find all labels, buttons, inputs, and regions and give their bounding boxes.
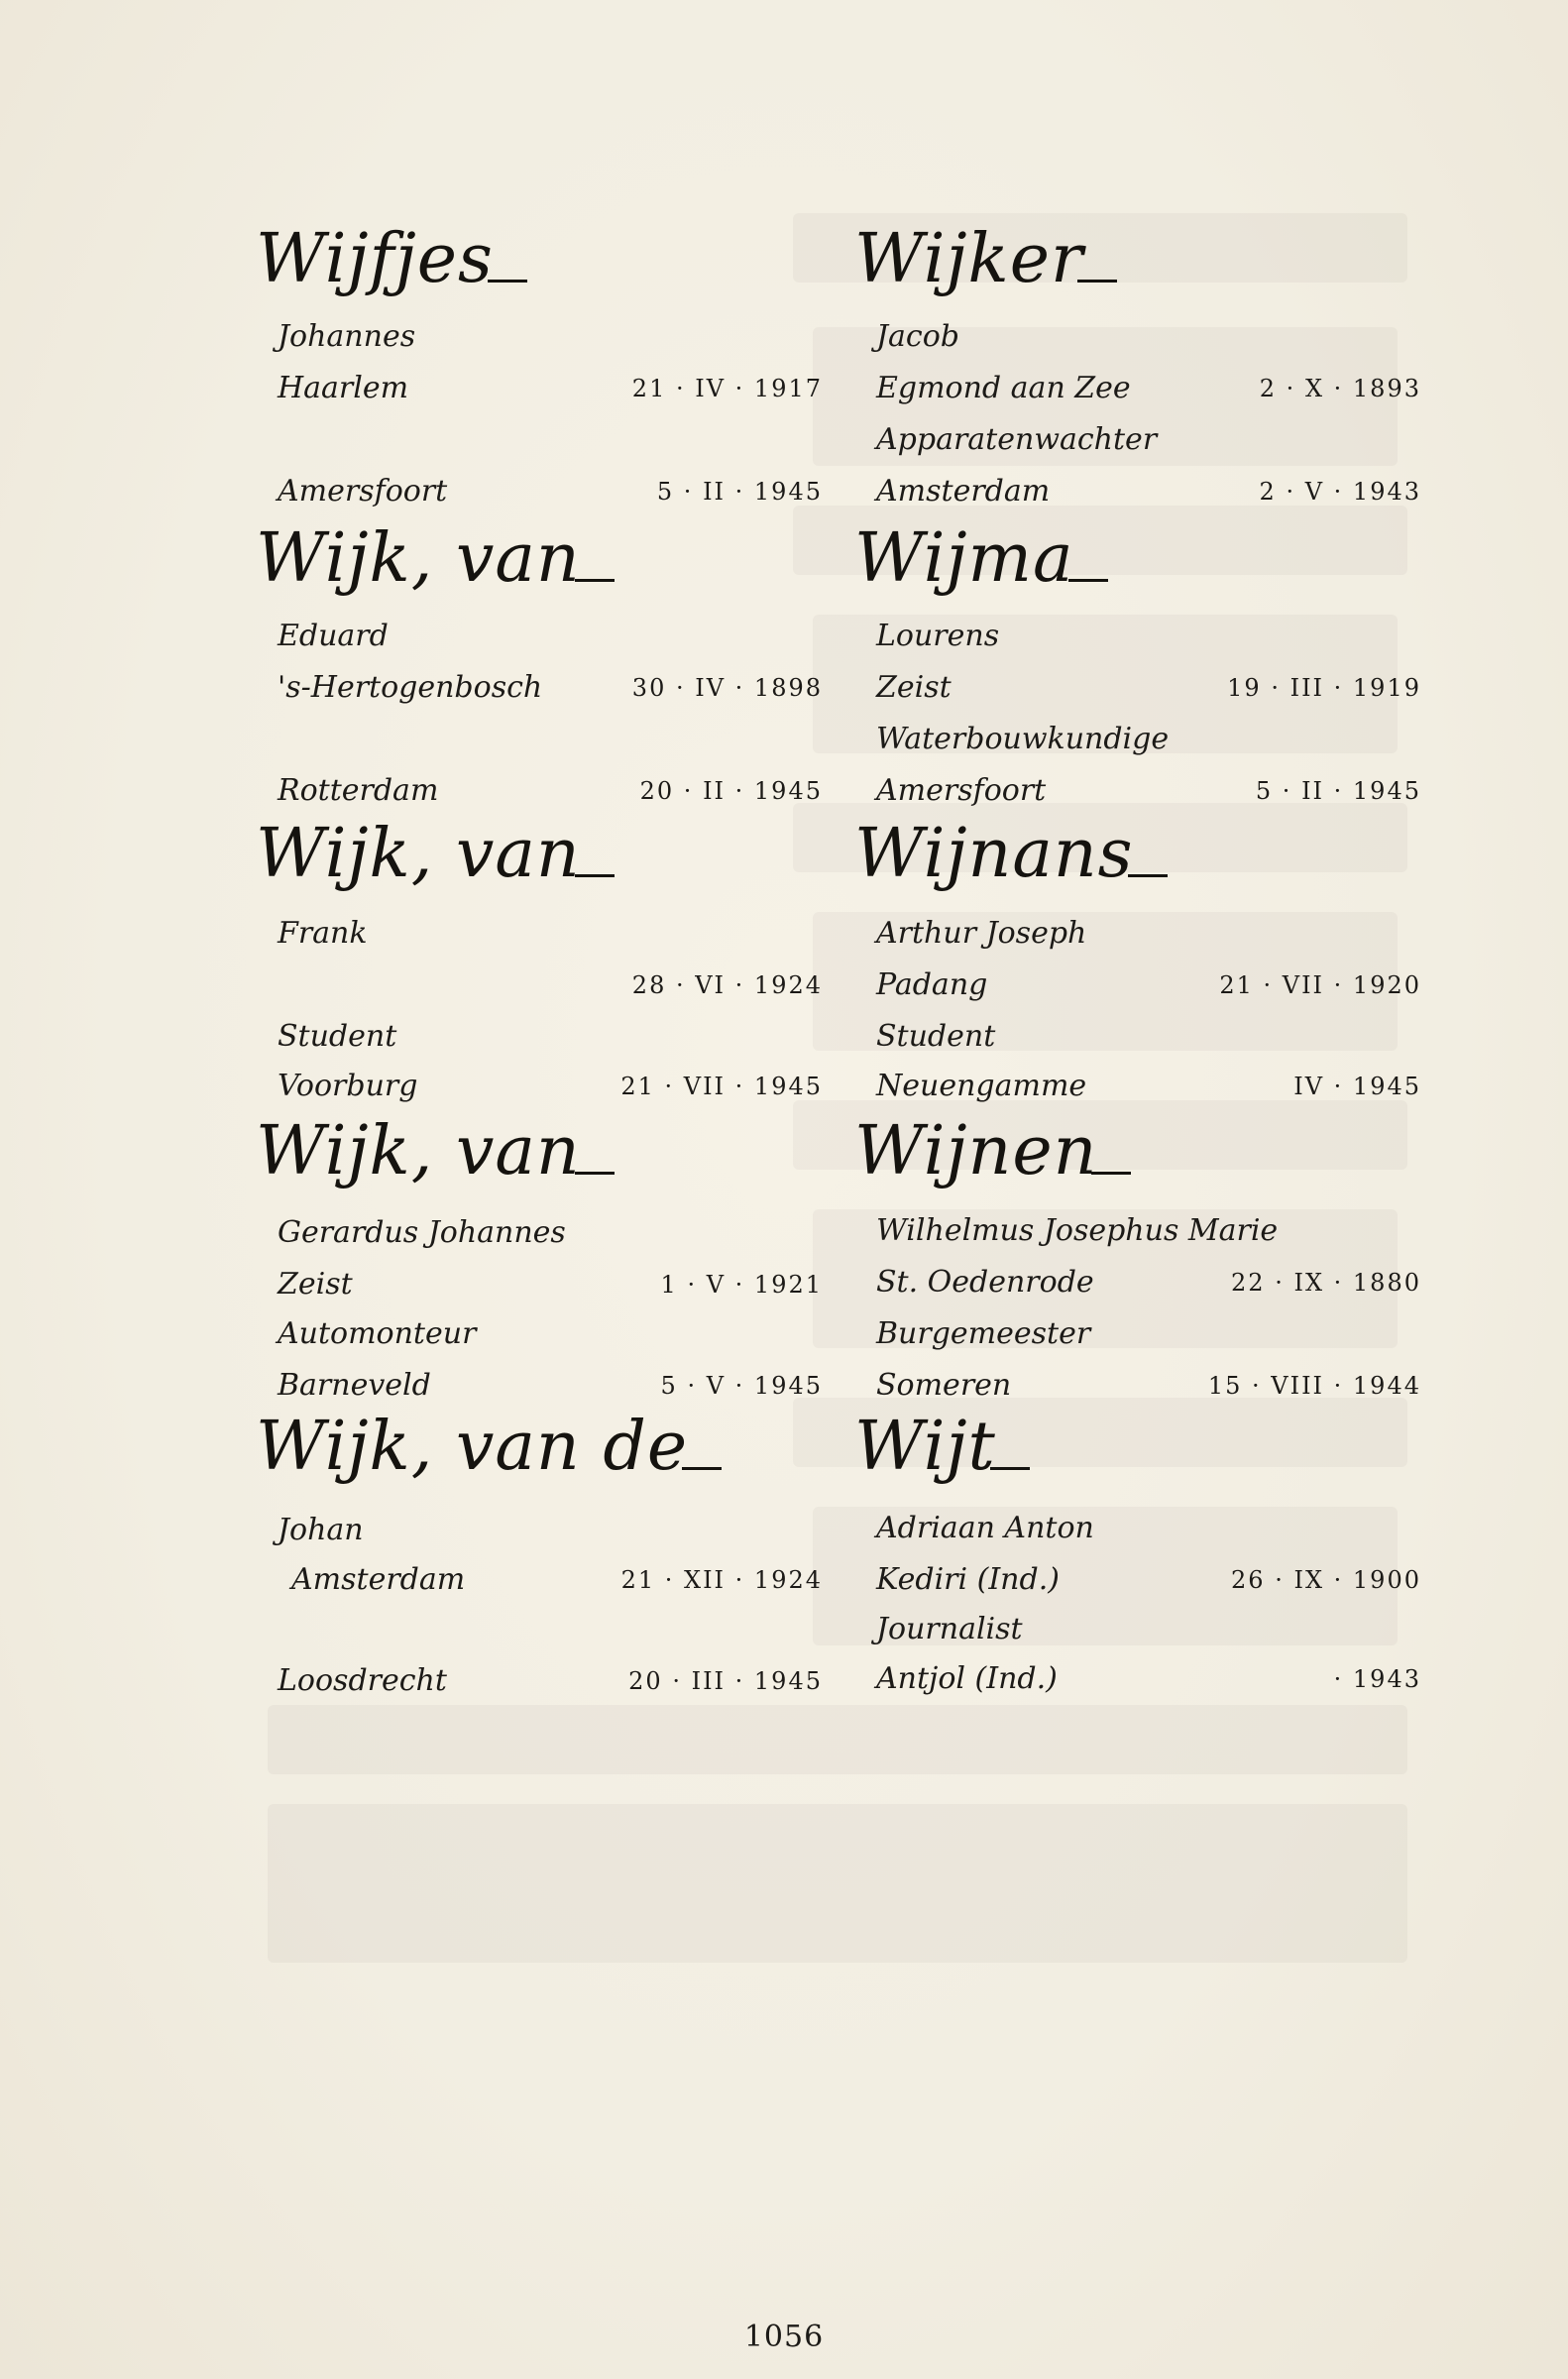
birth-date: 19 · III · 1919	[1227, 674, 1421, 702]
first-names-text: Gerardus Johannes	[278, 1215, 566, 1250]
first-names-text: Frank	[278, 916, 368, 951]
occupation-row	[876, 420, 1421, 460]
birth-date: 21 · XII · 1924	[620, 1566, 823, 1594]
surname-heading: Wijnans	[854, 815, 1134, 893]
birth-row	[876, 1560, 1421, 1600]
death-date: 21 · VII · 1945	[620, 1073, 823, 1100]
birth-place: Haarlem	[278, 371, 409, 405]
death-place: Loosdrecht	[278, 1663, 447, 1698]
occupation-row	[876, 1610, 1421, 1649]
birth-date: 21 · VII · 1920	[1219, 971, 1421, 999]
occupation: Student	[278, 1019, 397, 1054]
death-place: Amsterdam	[876, 474, 1051, 509]
first-names	[876, 617, 1421, 656]
death-date: 15 · VIII · 1944	[1207, 1372, 1421, 1400]
first-names	[278, 1511, 823, 1550]
birth-place: Padang	[876, 967, 988, 1002]
death-place: Amersfoort	[876, 773, 1047, 808]
birth-place: Egmond aan Zee	[876, 371, 1131, 405]
surname-heading: Wijfjes	[256, 220, 494, 298]
death-place: Someren	[876, 1368, 1012, 1403]
death-row	[876, 1366, 1421, 1406]
birth-place: Zeist	[278, 1267, 353, 1302]
death-row	[278, 472, 823, 511]
death-date: 5 · II · 1945	[656, 478, 823, 506]
first-names-text: Wilhelmus Josephus Marie	[876, 1213, 1279, 1248]
surname-heading: Wijt	[854, 1408, 996, 1486]
page-number: 1056	[743, 2320, 825, 2354]
birth-row	[278, 668, 823, 708]
surname-heading: Wijnen	[854, 1112, 1098, 1190]
occupation: Journalist	[876, 1612, 1023, 1646]
first-names-text: Adriaan Anton	[876, 1511, 1094, 1545]
occupation-row	[876, 1017, 1421, 1057]
first-names-text: Johan	[278, 1513, 364, 1547]
death-place: Voorburg	[278, 1069, 418, 1103]
death-row	[876, 771, 1421, 811]
death-date: 20 · III · 1945	[628, 1667, 823, 1695]
death-place: Barneveld	[278, 1368, 431, 1403]
death-row	[278, 1366, 823, 1406]
death-row	[278, 771, 823, 811]
birth-date: 28 · VI · 1924	[631, 971, 823, 999]
death-date: 2 · V · 1943	[1259, 478, 1421, 506]
birth-row	[278, 369, 823, 408]
occupation: Student	[876, 1019, 996, 1054]
surname-heading: Wijk, van de	[256, 1408, 689, 1486]
birth-row	[278, 965, 823, 1005]
birth-row	[278, 1265, 823, 1304]
birth-date: 26 · IX · 1900	[1231, 1566, 1421, 1594]
birth-date: 2 · X · 1893	[1259, 375, 1421, 402]
birth-place: 's-Hertogenbosch	[278, 670, 543, 705]
birth-row	[876, 1263, 1421, 1303]
occupation-row	[278, 1314, 823, 1354]
surname-heading: Wijk, van	[256, 519, 581, 598]
birth-date: 30 · IV · 1898	[631, 674, 823, 702]
occupation: Automonteur	[278, 1316, 477, 1351]
occupation: Apparatenwachter	[876, 422, 1158, 457]
birth-row	[876, 369, 1421, 408]
first-names-text: Lourens	[876, 619, 1000, 653]
occupation-row	[278, 1017, 823, 1057]
death-date: · 1943	[1333, 1665, 1421, 1693]
death-row	[278, 1067, 823, 1106]
first-names	[876, 1509, 1421, 1548]
first-names	[278, 317, 823, 357]
surname-heading: Wijk, van	[256, 1112, 581, 1190]
birth-place: Kediri (Ind.)	[876, 1562, 1060, 1597]
birth-row	[278, 1560, 823, 1600]
first-names-text: Jacob	[876, 319, 959, 354]
death-row	[876, 472, 1421, 511]
death-row	[876, 1659, 1421, 1699]
death-place: Rotterdam	[278, 773, 439, 808]
surname-heading: Wijker	[854, 220, 1084, 298]
birth-place: Zeist	[876, 670, 952, 705]
occupation-row	[876, 1314, 1421, 1354]
death-date: IV · 1945	[1293, 1073, 1421, 1100]
birth-row	[876, 965, 1421, 1005]
occupation-row	[876, 720, 1421, 759]
death-date: 20 · II · 1945	[639, 777, 823, 805]
death-row	[278, 1661, 823, 1701]
death-date: 5 · V · 1945	[660, 1372, 823, 1400]
death-row	[876, 1067, 1421, 1106]
first-names	[876, 317, 1421, 357]
first-names-text: Johannes	[278, 319, 416, 354]
death-place: Antjol (Ind.)	[876, 1661, 1058, 1696]
birth-row	[876, 668, 1421, 708]
first-names-text: Arthur Joseph	[876, 916, 1087, 951]
first-names	[278, 1213, 823, 1253]
first-names	[278, 914, 823, 954]
death-place: Amersfoort	[278, 474, 448, 509]
birth-date: 1 · V · 1921	[660, 1271, 823, 1299]
first-names-text: Eduard	[278, 619, 389, 653]
surname-heading: Wijk, van	[256, 815, 581, 893]
death-date: 5 · II · 1945	[1255, 777, 1421, 805]
birth-place: Amsterdam	[291, 1562, 466, 1597]
first-names	[278, 617, 823, 656]
birth-date: 22 · IX · 1880	[1231, 1269, 1421, 1297]
occupation: Burgemeester	[876, 1316, 1091, 1351]
birth-place: St. Oedenrode	[876, 1265, 1094, 1300]
occupation: Waterbouwkundige	[876, 722, 1170, 756]
birth-date: 21 · IV · 1917	[631, 375, 823, 402]
first-names	[876, 914, 1421, 954]
death-place: Neuengamme	[876, 1069, 1087, 1103]
surname-heading: Wijma	[854, 519, 1074, 598]
first-names	[876, 1211, 1421, 1251]
